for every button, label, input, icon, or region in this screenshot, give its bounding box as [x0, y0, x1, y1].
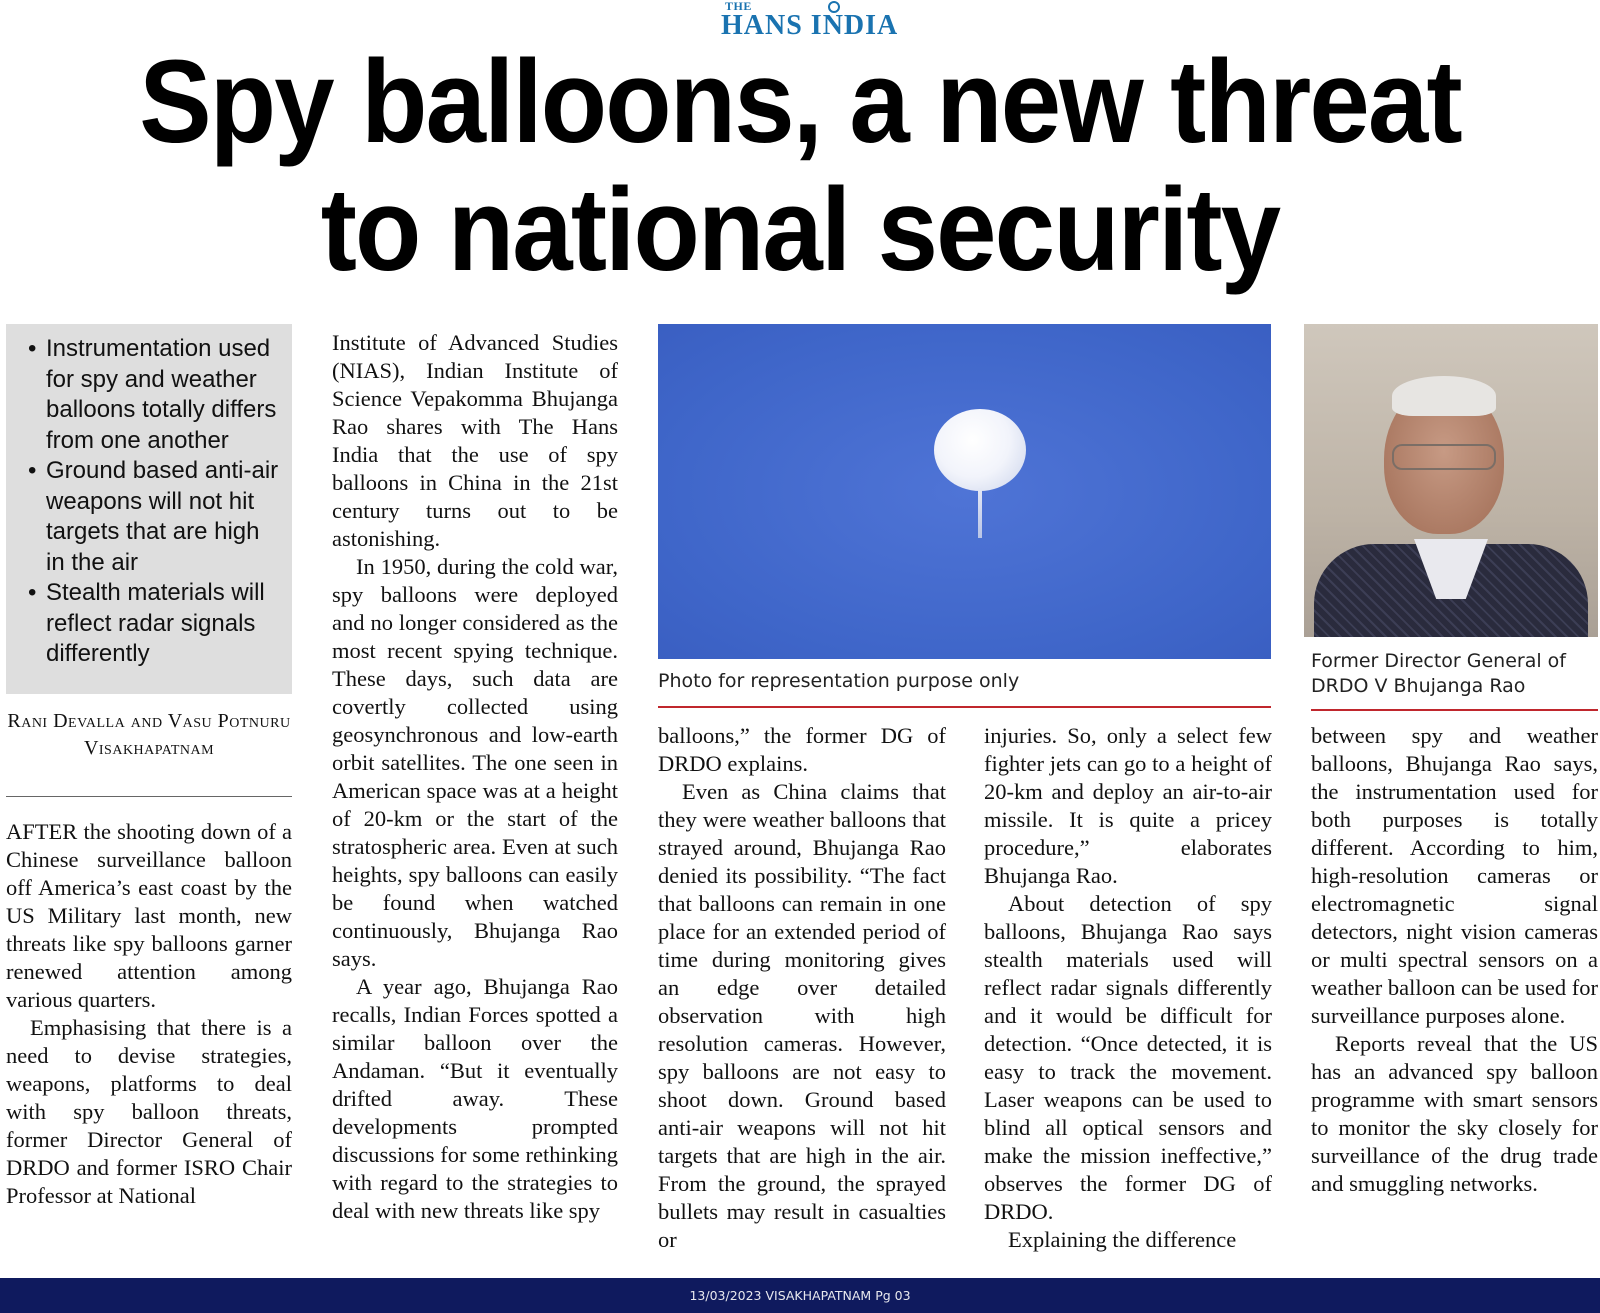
highlight-item: • Instrumentation used for spy and weather balloons totally differs from one another	[24, 334, 284, 456]
balloon-photo	[658, 324, 1271, 659]
article-column-2	[332, 329, 618, 1225]
highlights-list	[24, 334, 284, 670]
paragraph: Even as China claims that they were weather balloons that strayed around, Bhujanga Rao denied its possibility. “The fact that balloons can remain in one place for an extended period of time during monitoring gives an edge over detailed observation with high resolution cameras. However, spy balloons are not easy to shoot down. Ground based anti-air weapons will not hit targets that are high in the air. From the ground, the sprayed bullets may result in casualties or	[658, 779, 946, 1252]
headline-line-2: to national security	[320, 164, 1280, 296]
page-headline	[64, 38, 1536, 294]
masthead-the: THE	[725, 0, 752, 13]
paragraph: Institute of Advanced Studies (NIAS), Indian Institute of Science Vepakomma Bhujanga Rao shares with The Hans India that the use of spy balloons in China in the 21st century turns out to be astonishing.	[332, 330, 618, 551]
article-column-4	[984, 722, 1272, 1254]
byline	[6, 708, 292, 762]
portrait-glasses	[1392, 444, 1496, 470]
highlights-box	[6, 324, 292, 694]
paragraph: A year ago, Bhujanga Rao recalls, Indian Forces spotted a similar balloon over the Andaman. “But it eventually drifted away. These developments prompted discussions for some rethinking with regard to the strategies to deal with new threats like spy	[332, 974, 618, 1223]
paragraph: In 1950, during the cold war, spy balloons were deployed and no longer considered as the most recent spying technique. These days, such data are covertly collected using geosynchronous and low-earth orbit satellites. The one seen in American space was at a height of 20-km or the start of the stratospheric area. Even at such heights, spy balloons can easily be found when watched continuously, Bhujanga Rao says.	[332, 554, 618, 971]
paragraph: injuries. So, only a select few fighter jets can go to a height of 20-km and deploy an air-to-air missile. It is quite a pricey procedure,” elaborates Bhujanga Rao.	[984, 723, 1272, 888]
paragraph: About detection of spy balloons, Bhujanga Rao says stealth materials used will reflect radar signals differently and it would be difficult for detection. “Once detected, it is easy to track the movement. Laser weapons can be used to blind all optical sensors and make the mission ineffective,” observes the former DG of DRDO.	[984, 891, 1272, 1224]
paragraph: between spy and weather balloons, Bhujanga Rao says, the instrumentation used for both purposes is totally different. According to him, high-resolution cameras or electromagnetic signal detectors, night vision cameras or multi spectral sensors on a weather balloon can be used for surveillance purposes alone.	[1311, 723, 1598, 1028]
byline-authors: Rani Devalla and Vasu Potnuru	[7, 710, 291, 732]
paragraph: AFTER the shooting down of a Chinese surveillance balloon off America’s east coast by the US Military last month, new threats like spy balloons garner renewed attention among various quarters.	[6, 819, 292, 1012]
paragraph: Emphasising that there is a need to devise strategies, weapons, platforms to deal with spy balloon threats, former Director General of DRDO and former ISRO Chair Professor at National	[6, 1015, 292, 1208]
paragraph: Explaining the difference	[1008, 1227, 1237, 1252]
byline-divider	[6, 796, 292, 797]
balloon-photo-caption: Photo for representation purpose only	[658, 670, 1020, 692]
byline-location: Visakhapatnam	[83, 737, 215, 759]
headline-line-1: Spy balloons, a new threat	[139, 36, 1461, 168]
paragraph: Reports reveal that the US has an advanced spy balloon programme with smart sensors to monitor the sky closely for surveillance of the drug trade and smuggling networks.	[1311, 1031, 1598, 1196]
portrait-caption-divider	[1311, 709, 1598, 711]
balloon-shape	[934, 409, 1026, 491]
portrait-hair	[1392, 376, 1496, 416]
masthead-name: HANS INDIA	[721, 10, 899, 41]
article-column-3	[658, 722, 946, 1254]
highlight-item: • Stealth materials will reflect radar signals differently	[24, 578, 284, 670]
balloon-payload	[978, 488, 982, 538]
portrait-caption: Former Director General of DRDO V Bhujanga Rao	[1311, 650, 1566, 697]
article-column-1	[6, 818, 292, 1210]
article-column-5	[1311, 722, 1598, 1198]
highlight-item: • Ground based anti-air weapons will not hit targets that are high in the air	[24, 456, 284, 578]
paragraph: balloons,” the former DG of DRDO explains.	[658, 723, 946, 776]
portrait-photo	[1304, 324, 1598, 637]
caption-divider	[658, 706, 1271, 708]
page-footer: 13/03/2023 VISAKHAPATNAM Pg 03	[0, 1278, 1600, 1313]
masthead-logo	[715, 0, 955, 40]
